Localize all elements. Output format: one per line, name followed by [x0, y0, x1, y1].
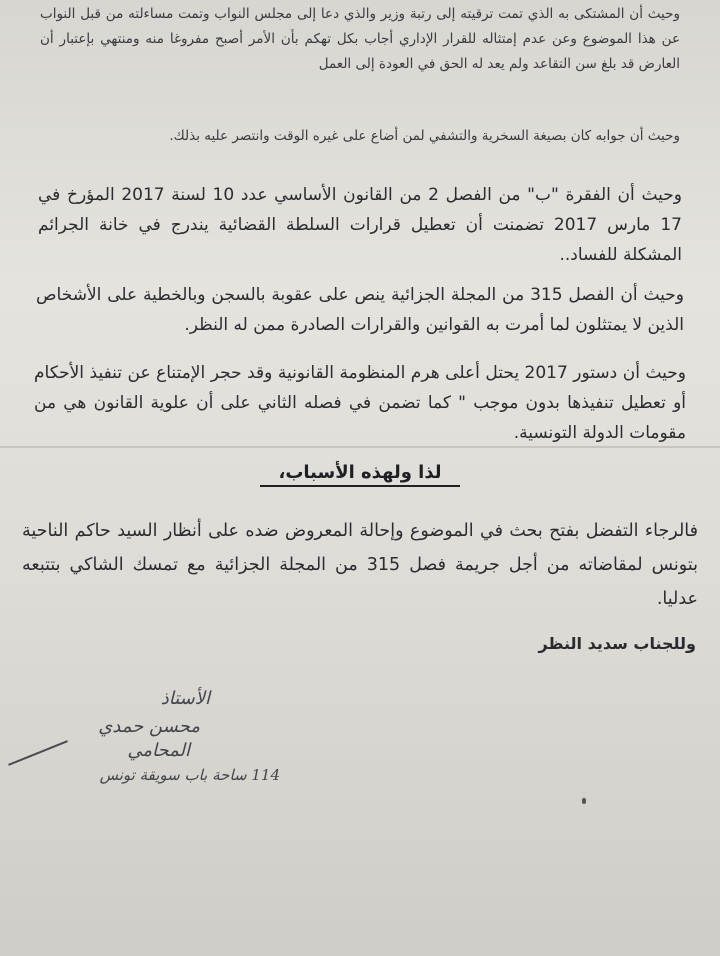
request-paragraph: فالرجاء التفضل بفتح بحث في الموضوع وإحالة المعروض ضده على أنظار السيد حاكم الناحية بتونس لمقاضاته من أجل جريمة فصل 315 من المجلة الجزائية مع تمسك الشاكي بتتبعه عدليا. — [22, 521, 698, 609]
signature-address: 114 ساحة باب سويقة تونس — [99, 766, 280, 784]
section-heading: لذا ولهذه الأسباب، — [260, 462, 460, 487]
signature-title: الأستاذ — [160, 688, 210, 709]
closing-phrase: وللجناب سديد النظر — [538, 634, 696, 653]
paragraph-1: وحيث أن المشتكى به الذي تمت ترقيته إلى رتبة وزير والذي دعا إلى مجلس النواب وتمت مساءلته من قبل النواب عن هذا الموضوع وعن عدم إمتثاله للقرار الإداري أجاب بكل تهكم بأن الأمر أصبح مفروغا منه ومنتهي بإعتبار أن العارض قد بلغ سن التقاعد ولم يعد له الحق في العودة إلى العمل — [40, 6, 680, 72]
paragraph-5: وحيث أن دستور 2017 يحتل أعلى هرم المنظومة القانونية وقد حجر الإمتناع عن تنفيذ الأحكام أو تعطيل تنفيذها بدون موجب " كما تضمن في فصله الثاني على أن علوية القانون هي من مقومات الدولة التونسية. — [34, 363, 686, 443]
signature-name: محسن حمدي — [98, 716, 200, 737]
signature-role: المحامي — [127, 740, 190, 761]
signature-flourish — [8, 740, 68, 766]
paragraph-2: وحيث أن جوابه كان بصيغة السخرية والتشفي لمن أضاع على غيره الوقت وانتصر عليه بذلك. — [169, 128, 680, 144]
paragraph-3: وحيث أن الفقرة "ب" من الفصل 2 من القانون الأساسي عدد 10 لسنة 2017 المؤرخ في 17 مارس 2017 تضمنت أن تعطيل قرارات السلطة القضائية يندرج في خانة الجرائم المشكلة للفساد.. — [38, 185, 682, 265]
ink-mark — [582, 798, 586, 804]
paragraph-4: وحيث أن الفصل 315 من المجلة الجزائية ينص على عقوبة بالسجن وبالخطية على الأشخاص الذين لا يمتثلون لما أمرت به القوانين والقرارات الصادرة ممن له النظر. — [36, 285, 684, 335]
